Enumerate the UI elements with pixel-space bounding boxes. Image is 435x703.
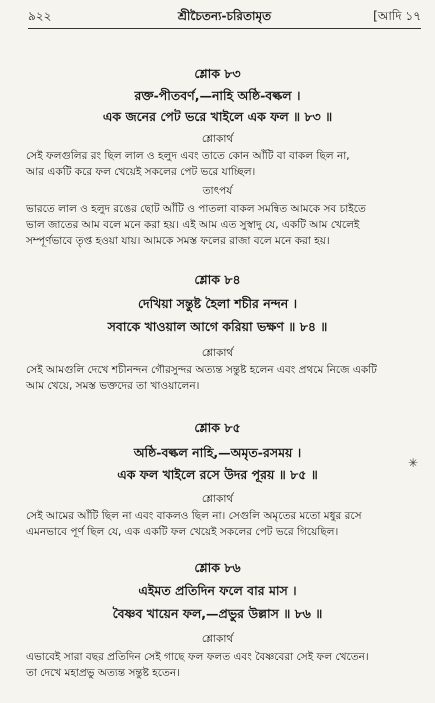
verse-line: দেখিয়া সন্তুষ্ট হৈলা শচীর নন্দন ।: [137, 296, 298, 311]
verse-line: অষ্ঠি-বল্কল নাহি,—অমৃত-রসময় ।: [133, 445, 302, 460]
text-line: সম্পূর্ণভাবে তৃপ্ত হওয়া যায়। আমকে সমস্ত ফলের রাজা বলে মনে করা হয়।: [26, 235, 330, 247]
verse-line: রক্ত-পীতবর্ণ,—নাহি অষ্ঠি-বল্কল ।: [134, 88, 301, 103]
translation-heading: শ্লোকার্থ: [201, 633, 234, 645]
verse-line: এইমত প্রতিদিন ফলে বার মাস ।: [138, 583, 297, 598]
verse-line: সবাকে খাওয়াল আগে করিয়া ভক্ষণ ॥ ৮৪ ॥: [107, 319, 328, 334]
pencil-mark: ✳: [408, 456, 419, 470]
verse-line: এক ফল খাইলে রসে উদর পূরয় ॥ ৮৫ ॥: [117, 467, 318, 482]
translation-heading: শ্লোকার্থ: [201, 347, 234, 359]
verse-number: শ্লোক ৮৬: [194, 560, 241, 575]
translation-heading: শ্লোকার্থ: [201, 493, 234, 505]
page-header: [28, 8, 421, 28]
translation-heading: শ্লোকার্থ: [201, 133, 234, 145]
chapter-reference: [আদি ১৭: [373, 9, 421, 23]
translation-text: [26, 649, 417, 681]
text-line: ভারতে লাল ও হলুদ রঙের ছোট আঁটি ও পাতলা বাকল সমন্বিত আমকে সব চাইতে: [26, 203, 366, 215]
text-line: সেই আমের আঁটি ছিল না এবং বাকলও ছিল না। সেগুলি অমৃতের মতো মধুর রসে: [26, 510, 362, 522]
translation-text: [26, 148, 417, 180]
verse-number: শ্লোক ৮৫: [194, 420, 241, 435]
verse-line: এক জনের পেট ভরে খাইলে এক ফল ॥ ৮৩ ॥: [102, 109, 333, 124]
verse-number: শ্লোক ৮৪: [194, 272, 241, 287]
translation-text: [26, 508, 417, 540]
text-line: আম খেয়ে, সমস্ত ভক্তদের তা খাওয়ালেন।: [26, 380, 200, 392]
text-line: তা দেখে মহাপ্রভু অত্যন্ত সন্তুষ্ট হতেন।: [26, 667, 180, 679]
verse-number: শ্লোক ৮৩: [194, 66, 241, 81]
translation-text: [26, 362, 417, 394]
text-line: সেই আমগুলি দেখে শচীনন্দন গৌরসুন্দর অত্যন্ত সন্তুষ্ট হলেন এবং প্রথমে নিজে একটি: [26, 364, 377, 376]
verse-line: বৈষ্ণব খায়েন ফল,—প্রভুর উল্লাস ॥ ৮৬ ॥: [112, 606, 323, 621]
text-line: ভাল জাতের আম বলে মনে করা হয়। এই আম এত সুস্বাদু যে, একটি আম খেলেই: [26, 219, 360, 231]
text-line: এমনভাবে পূর্ণ ছিল যে, এক একটি ফল খেয়েই সকলের পেট ভরে গিয়েছিল।: [26, 526, 339, 538]
purport-text: [26, 201, 417, 249]
purport-heading: তাৎপর্য: [202, 185, 233, 197]
book-title: শ্রীচৈতন্য-চরিতামৃত: [177, 9, 272, 23]
header-divider: [28, 28, 421, 29]
page-number: ৯২২: [28, 9, 52, 23]
text-line: সেই ফলগুলির রং ছিল লাল ও হলুদ এবং তাতে কোন আঁটি বা বাকল ছিল না,: [26, 150, 350, 162]
text-line: আর একটি করে ফল খেয়েই সকলের পেট ভরে যাচ্ছিল।: [26, 166, 256, 178]
text-line: এভাবেই সারা বছর প্রতিদিন সেই গাছে ফল ফলত এবং বৈষ্ণবেরা সেই ফল খেতেন।: [26, 651, 369, 663]
